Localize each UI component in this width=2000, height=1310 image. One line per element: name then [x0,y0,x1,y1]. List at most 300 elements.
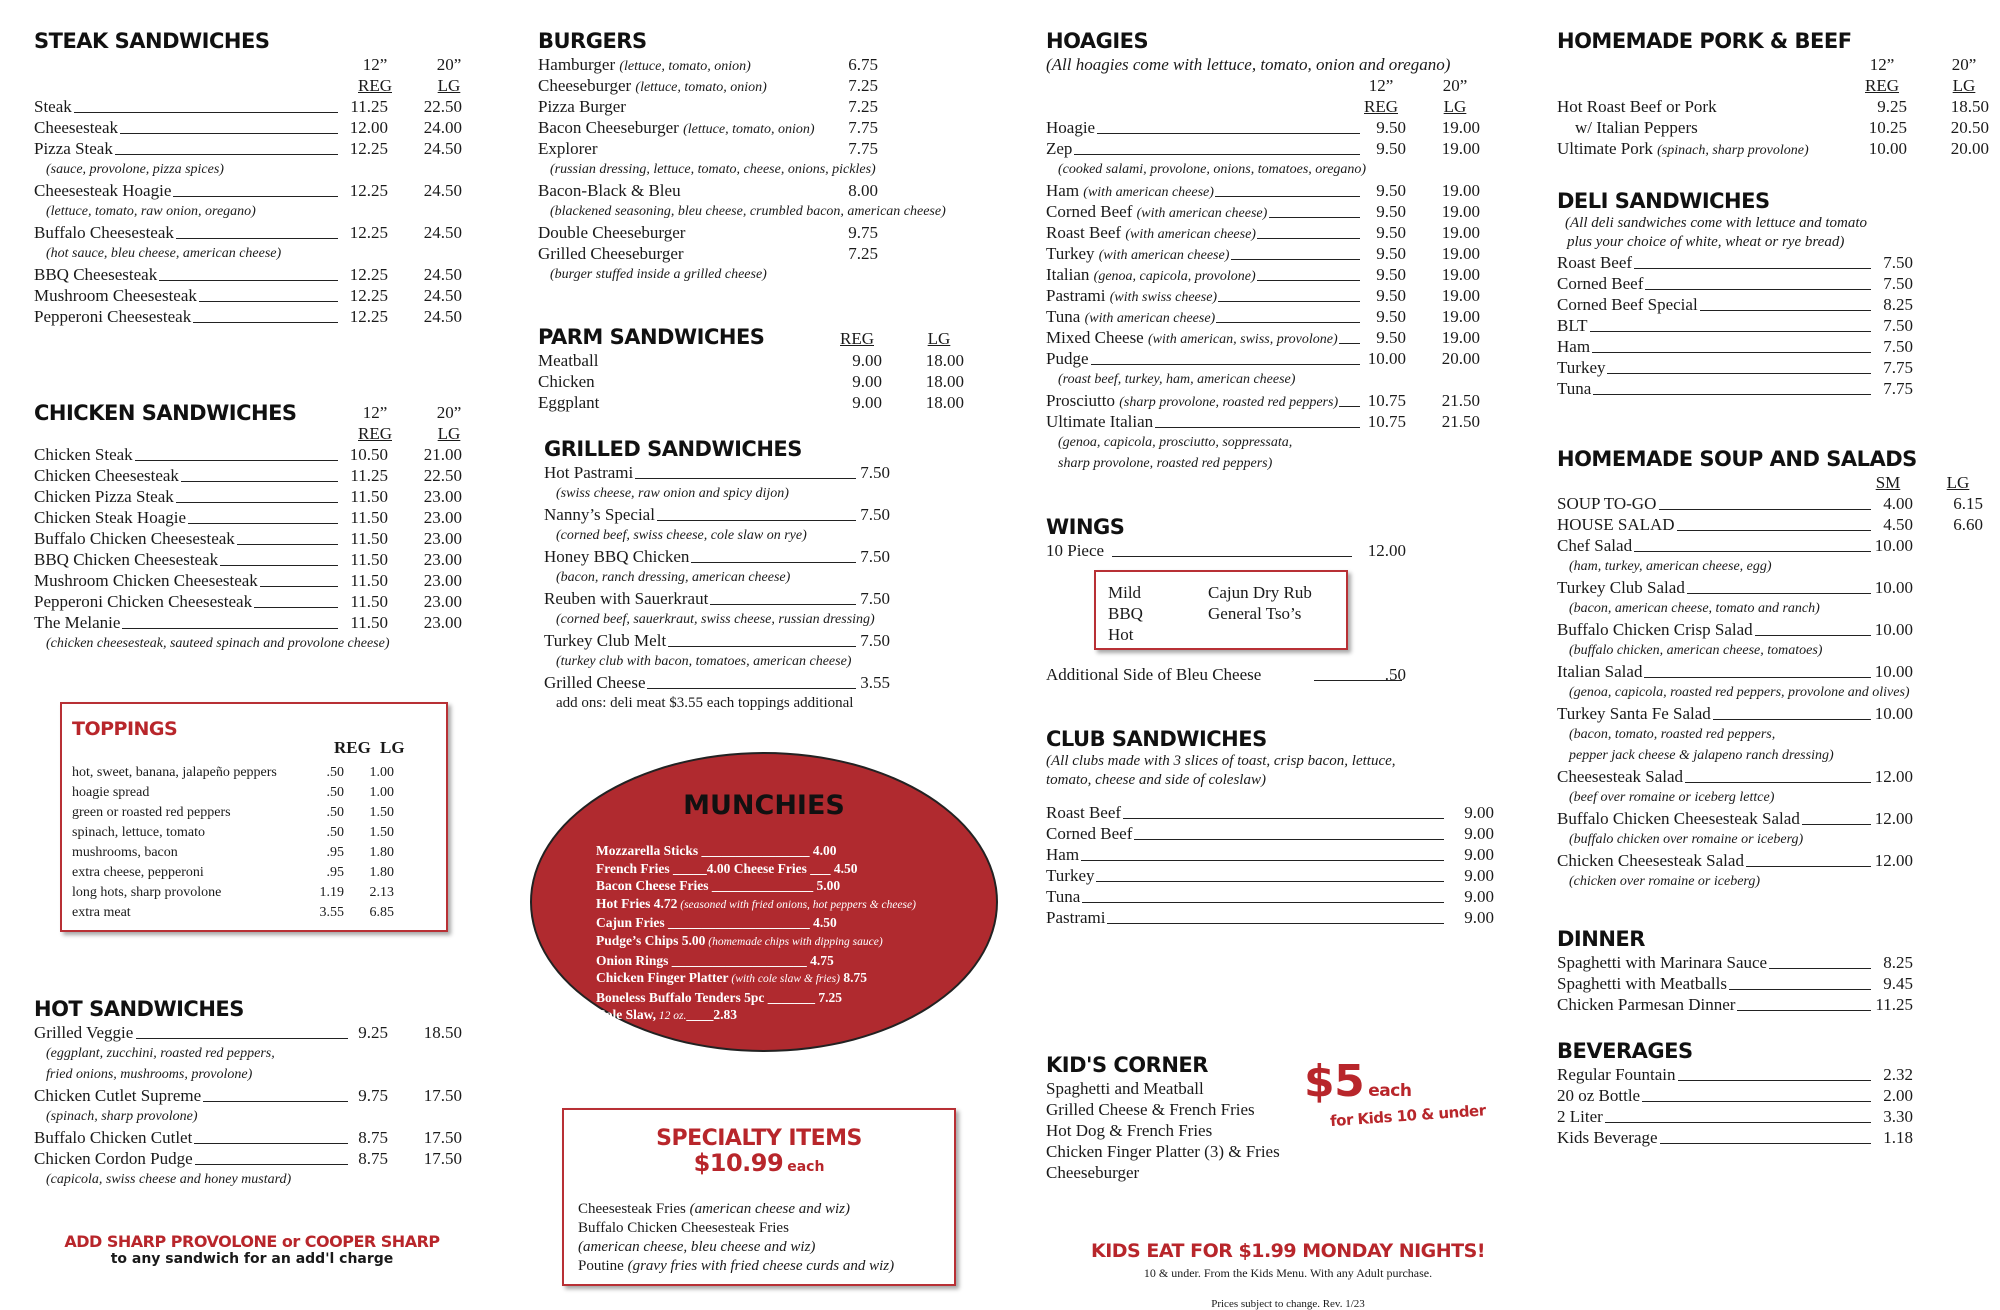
price-lg: 17.50 [423,1128,462,1147]
price-reg: 12.00 [1874,851,1913,870]
flavor-item: BBQ [1108,604,1143,623]
leader-line [1081,860,1444,861]
item-description: sharp provolone, roasted red peppers) [1058,456,1273,471]
leader-line [1107,923,1444,924]
price-reg: 2.32 [1883,1065,1913,1084]
leader-line [1134,839,1444,840]
menu-item [1557,808,1987,829]
price-reg: 7.25 [848,76,878,95]
menu-item [1046,327,1506,348]
topping-name: extra cheese, pepperoni [72,865,204,880]
item-name: Chicken Parmesan Dinner [1557,995,1736,1014]
item-name: Chicken Cordon Pudge [34,1149,193,1168]
menu-item [538,180,988,201]
price-reg: 12.25 [349,286,388,305]
item-name: Cheese Fries [733,860,807,876]
munchie-item [596,914,966,932]
menu-item [1557,1106,1987,1127]
price-lg: 6.15 [1953,494,1983,513]
item-name: French Fries [596,860,670,876]
item-name: Turkey (with american cheese) [1046,244,1230,263]
item-description: (bacon, tomato, roasted red peppers, [1569,727,1776,742]
item-note: (with american cheese) [1084,311,1216,326]
size-label: 20” [1951,55,1977,74]
leader-line [1660,1143,1871,1144]
price-lg: 17.50 [423,1086,462,1105]
leader-line [254,607,338,608]
steak-list [34,96,464,327]
chicken-section [34,400,464,654]
price-reg: .50 [326,825,344,840]
leader-line [1082,902,1444,903]
menu-item [1557,378,1987,399]
price-reg: 10.00 [1874,536,1913,555]
price-reg: 10.00 [1868,139,1907,158]
item-name: Chef Salad [1557,536,1633,555]
price-lg: 1.00 [369,785,394,800]
item-name: Italian Salad [1557,662,1643,681]
menu-item [34,1148,464,1169]
col-lg-label: LG [1946,473,1970,492]
item-name: Kids Beverage [1557,1128,1658,1147]
burgers-section [538,28,988,285]
col-sm-label: SM [1875,473,1901,492]
item-note: (american cheese, bleu cheese and wiz) [578,1239,816,1255]
item-description: (buffalo chicken, american cheese, tomatoes) [1569,643,1823,658]
munchie-item [596,969,966,989]
leader-line [635,478,856,479]
menu-item [34,444,464,465]
price-reg: .95 [326,845,344,860]
menu-item [544,588,994,609]
size-label: 20” [1442,76,1468,95]
price-lg: 19.00 [1441,202,1480,221]
price-reg: 12.25 [349,265,388,284]
item-name: Pastrami [1046,908,1106,927]
grilled-addons: add ons: deli meat $3.55 each toppings additional [556,695,854,711]
price-reg: 9.50 [1376,118,1406,137]
club-list [1046,802,1506,928]
item-description: (spinach, sharp provolone) [46,1109,198,1124]
price-lg: 21.00 [423,445,462,464]
price-reg: 9.00 [852,372,882,391]
kids-price: $5 [1304,1056,1365,1107]
menu-item [1046,285,1506,306]
leader-line [1269,217,1360,218]
munchie-item [596,842,966,860]
price-reg: .50 [326,765,344,780]
leader-line [1659,509,1871,510]
leader-line [668,646,856,647]
price-reg: 6.75 [848,55,878,74]
item-name: Eggplant [538,393,600,412]
menu-item [1046,138,1506,159]
item-name: Pepperoni Chicken Cheesesteak [34,592,253,611]
item-note: (lettuce, tomato, onion) [683,122,815,137]
price-lg: 20.00 [1950,139,1989,158]
menu-item [1046,117,1506,138]
col-reg-label: REG [358,76,392,95]
menu-item [544,672,994,693]
menu-item [1557,619,1987,640]
item-name: Hamburger (lettuce, tomato, onion) [538,55,751,74]
price-lg: 18.00 [925,393,964,412]
item-name: Pudge’s Chips [596,932,679,948]
hot-section [34,996,464,1190]
item-name: Cheeseburger (lettuce, tomato, onion) [538,76,767,95]
item-description: (beef over romaine or iceberg lettce) [1569,790,1775,805]
hoagies-list [1046,117,1506,474]
specialty-item [578,1238,948,1257]
leader-line [188,523,338,524]
item-description: (bacon, ranch dressing, american cheese) [556,570,791,585]
item-description: pepper jack cheese & jalapeno ranch dressing) [1569,748,1834,763]
price-lg: 23.00 [423,508,462,527]
item-name: Tuna [1557,379,1592,398]
price-lg: 22.50 [423,466,462,485]
price-reg: 12.25 [349,223,388,242]
menu-item [34,285,464,306]
price-reg: 9.50 [1376,265,1406,284]
item-name: Pizza Burger [538,97,626,116]
leader-line [176,238,338,239]
specialty-title: SPECIALTY ITEMS [656,1126,862,1151]
item-description: (corned beef, swiss cheese, cole slaw on rye) [556,528,807,543]
price-reg: .50 [326,785,344,800]
leader-line [1257,280,1360,281]
price-lg: 18.00 [925,351,964,370]
menu-item [1046,180,1506,201]
menu-item [1557,577,1987,598]
item-description: (chicken over romaine or iceberg) [1569,874,1760,889]
price-reg: 11.25 [350,97,388,116]
price-lg: 6.60 [1953,515,1983,534]
size-label: 20” [436,55,462,74]
dinner-list [1557,952,1987,1015]
menu-item [1557,661,1987,682]
toppings-box [60,702,448,932]
wings-price: 12.00 [1367,541,1406,560]
munchie-item [596,989,966,1007]
leader-line [1097,133,1360,134]
munchie-item [596,932,966,952]
menu-item [1557,1127,1987,1148]
section-title: GRILLED SANDWICHES [544,437,802,461]
leader-line [691,562,856,563]
price-reg: 10.75 [1367,391,1406,410]
leader-line [1729,989,1871,990]
price-reg: 9.00 [1464,845,1494,864]
leader-line [195,1164,348,1165]
price-lg: 17.50 [423,1149,462,1168]
price-lg: 21.50 [1441,412,1480,431]
steak-section [34,28,464,327]
price-lg: 19.00 [1441,181,1480,200]
item-price: 7.25 [815,989,843,1005]
munchie-item [596,877,966,895]
price-lg: 1.50 [369,825,394,840]
price-reg: 11.25 [350,466,388,485]
item-name: Ultimate Italian [1046,412,1154,431]
item-name: Tuna [1046,887,1081,906]
leader-line [1685,782,1871,783]
item-price: 4.00 [706,860,731,876]
leader-line [159,280,338,281]
leader-line: _______________ [708,878,814,894]
leader-line [1634,551,1871,552]
menu-item [1557,138,1987,159]
section-title: PARM SANDWICHES [538,325,765,349]
item-description: (roast beef, turkey, ham, american cheese) [1058,372,1296,387]
item-name: 20 oz Bottle [1557,1086,1641,1105]
price-lg: 20.00 [1441,349,1480,368]
price-reg: 9.00 [1464,887,1494,906]
wings-side-price: .50 [1384,665,1406,684]
item-note: (seasoned with fried onions, hot peppers & cheese) [677,898,916,911]
price-reg: 12.00 [1874,767,1913,786]
club-subtitle-2: tomato, cheese and side of coleslaw) [1046,772,1266,788]
leader-line [136,1038,348,1039]
parm-section [538,324,988,413]
price-reg: 2.00 [1883,1086,1913,1105]
section-title: DELI SANDWICHES [1557,189,1770,213]
item-name: Chicken Cutlet Supreme [34,1086,202,1105]
toppings-list [72,762,432,922]
item-name: Cole Slaw, [596,1007,657,1023]
price-lg: 24.50 [423,139,462,158]
specialty-item [578,1257,948,1276]
topping-name: hoagie spread [72,785,150,800]
item-name: Bacon Cheeseburger (lettuce, tomato, onion) [538,118,815,137]
leader-line: _____________________ [664,915,810,931]
leader-line [1644,677,1871,678]
item-name: Cajun Fries [596,915,665,931]
price-reg: 9.00 [852,351,882,370]
price-lg: 2.13 [369,885,394,900]
size-label: 12” [1869,55,1895,74]
item-name: Hot Fries [596,895,651,911]
price-lg: 19.00 [1441,223,1480,242]
section-title: CLUB SANDWICHES [1046,727,1267,751]
price-lg: 1.80 [369,845,394,860]
leader-line [1678,1080,1871,1081]
price-reg: 10.00 [1367,349,1406,368]
item-description: (bacon, american cheese, tomato and ranch) [1569,601,1820,616]
leader-line: ________________ [698,843,810,858]
item-name: Chicken Steak Hoagie [34,508,187,527]
item-name: Ham [1046,845,1080,864]
section-title: HOMEMADE PORK & BEEF [1557,29,1852,53]
deli-subtitle-2: plus your choice of white, wheat or rye bread) [1567,234,1845,250]
leader-line [710,604,856,605]
kids-section [1046,1052,1506,1310]
item-price: 4.72 [650,895,678,911]
section-title: STEAK SANDWICHES [34,29,270,53]
pork-section [1557,28,1987,159]
price-reg: 12.25 [349,139,388,158]
col-lg-label: LG [380,738,405,757]
menu-item [1046,802,1506,823]
price-lg: 24.50 [423,307,462,326]
price-lg: 23.00 [423,592,462,611]
menu-item [34,1085,464,1106]
price-reg: 11.50 [350,487,388,506]
menu-item [1046,264,1506,285]
leader-line [1593,394,1871,395]
hoagies-section [1046,28,1506,474]
menu-item [538,138,988,159]
item-note: (with cole slaw & fries) [728,973,840,986]
item-name: Ham [1557,337,1591,356]
menu-item [1046,844,1506,865]
flavor-item: General Tso’s [1208,604,1302,623]
leader-line [199,301,338,302]
leader-line [647,688,856,689]
item-name: Ultimate Pork (spinach, sharp provolone) [1557,139,1809,158]
leader-line [1677,530,1871,531]
item-name: Double Cheeseburger [538,223,686,242]
col-lg-label: LG [1443,97,1467,116]
price-lg: 23.00 [423,613,462,632]
menu-item [34,264,464,285]
item-name: Pastrami (with swiss cheese) [1046,286,1218,305]
menu-item [34,180,464,201]
item-name: Buffalo Chicken Crisp Salad [1557,620,1753,639]
item-name: Chicken Finger Platter [596,970,729,986]
item-name: Roast Beef [1046,803,1122,822]
item-name: Pizza Steak [34,139,113,158]
leader-line [181,481,338,482]
menu-item [34,612,464,633]
item-description: (russian dressing, lettuce, tomato, cheese, onions, pickles) [550,162,876,177]
munchies-title: MUNCHIES [683,790,845,821]
price-reg: 11.25 [1875,995,1913,1014]
item-name: The Melanie [34,613,121,632]
item-name: Mixed Cheese (with american, swiss, provolone) [1046,328,1338,347]
item-name: HOUSE SALAD [1557,515,1675,534]
menu-item [1557,535,1987,556]
price-reg: .50 [326,805,344,820]
menu-item [34,465,464,486]
topping-name: green or roasted red peppers [72,805,231,820]
price-lg: 23.00 [423,487,462,506]
item-name: Corned Beef Special [1557,295,1698,314]
price-lg: 19.00 [1441,118,1480,137]
price-reg: 9.50 [1376,181,1406,200]
price-reg: 11.50 [350,508,388,527]
price-lg: 23.00 [423,529,462,548]
menu-item [1557,252,1987,273]
club-section [1046,726,1506,928]
burgers-list [538,54,988,285]
leader-line [173,196,338,197]
price-lg: 24.50 [423,286,462,305]
menu-item [34,306,464,327]
price-reg: 7.50 [1883,316,1913,335]
item-name: Chicken Steak [34,445,133,464]
price-reg: 9.75 [358,1086,388,1105]
price-reg: 10.50 [349,445,388,464]
item-note: (homemade chips with dipping sauce) [705,935,883,948]
menu-item [1557,493,1987,514]
leader-line [1216,322,1360,323]
price-reg: 7.50 [1883,253,1913,272]
menu-item [1557,336,1987,357]
toppings-title: TOPPINGS [72,718,178,740]
munchie-item [596,860,966,878]
leader-line [1737,1010,1871,1011]
leader-line: ____ [686,1007,714,1023]
price-reg: .95 [326,865,344,880]
parm-list [538,350,988,413]
item-name: Grilled Cheese [544,673,646,692]
price-lg: 19.00 [1441,244,1480,263]
price-reg: 9.00 [852,393,882,412]
menu-item [34,138,464,159]
item-note: 12 oz. [656,1010,687,1023]
menu-item [1557,850,1987,871]
item-price: 5.00 [678,932,706,948]
item-name: Boneless Buffalo Tenders 5pc [596,989,765,1005]
provolone-line-1: ADD SHARP PROVOLONE or COOPER SHARP [64,1232,440,1251]
menu-item [538,96,988,117]
price-lg: 21.50 [1441,391,1480,410]
col-reg-label: REG [334,738,371,757]
item-name: Buffalo Chicken Cheesesteak Salad [1557,809,1800,828]
menu-item [1557,315,1987,336]
item-price: 5.00 [813,878,841,894]
leader-line: ____________________ [668,952,807,968]
item-name: Tuna (with american cheese) [1046,307,1216,326]
price-reg: 9.45 [1883,974,1913,993]
price-reg: 9.00 [1464,908,1494,927]
grilled-list [544,462,994,693]
price-reg: 7.50 [1883,337,1913,356]
menu-item [1046,907,1506,928]
item-name: Zep [1046,139,1073,158]
item-name: Hoagie [1046,118,1096,137]
item-name: SOUP TO-GO [1557,494,1657,513]
item-name: Grilled Veggie [34,1023,134,1042]
item-name: Pepperoni Cheesesteak [34,307,192,326]
menu-item [34,117,464,138]
item-name: Spaghetti with Marinara Sauce [1557,953,1768,972]
item-price: 4.00 [809,843,837,858]
item-name: Explorer [538,139,598,158]
leader-line [1607,373,1871,374]
menu-item [34,222,464,243]
price-reg: 10.25 [1868,118,1907,137]
menu-item [544,504,994,525]
item-name: Turkey Santa Fe Salad [1557,704,1711,723]
price-reg: 8.25 [1883,295,1913,314]
topping-name: extra meat [72,905,131,920]
specialty-list [578,1200,948,1276]
topping-item [72,902,432,922]
size-label: 12” [1368,76,1394,95]
price-reg: 10.00 [1874,620,1913,639]
item-name: 2 Liter [1557,1107,1603,1126]
menu-item [1046,243,1506,264]
kids-age: for Kids 10 & under [1329,1101,1487,1131]
price-reg: 8.75 [358,1128,388,1147]
item-description: (burger stuffed inside a grilled cheese) [550,267,767,282]
deli-section [1557,188,1987,399]
item-name: Mushroom Cheesesteak [34,286,197,305]
topping-name: hot, sweet, banana, jalapeño peppers [72,765,277,780]
menu-item [1557,952,1987,973]
price-reg: 12.25 [349,307,388,326]
